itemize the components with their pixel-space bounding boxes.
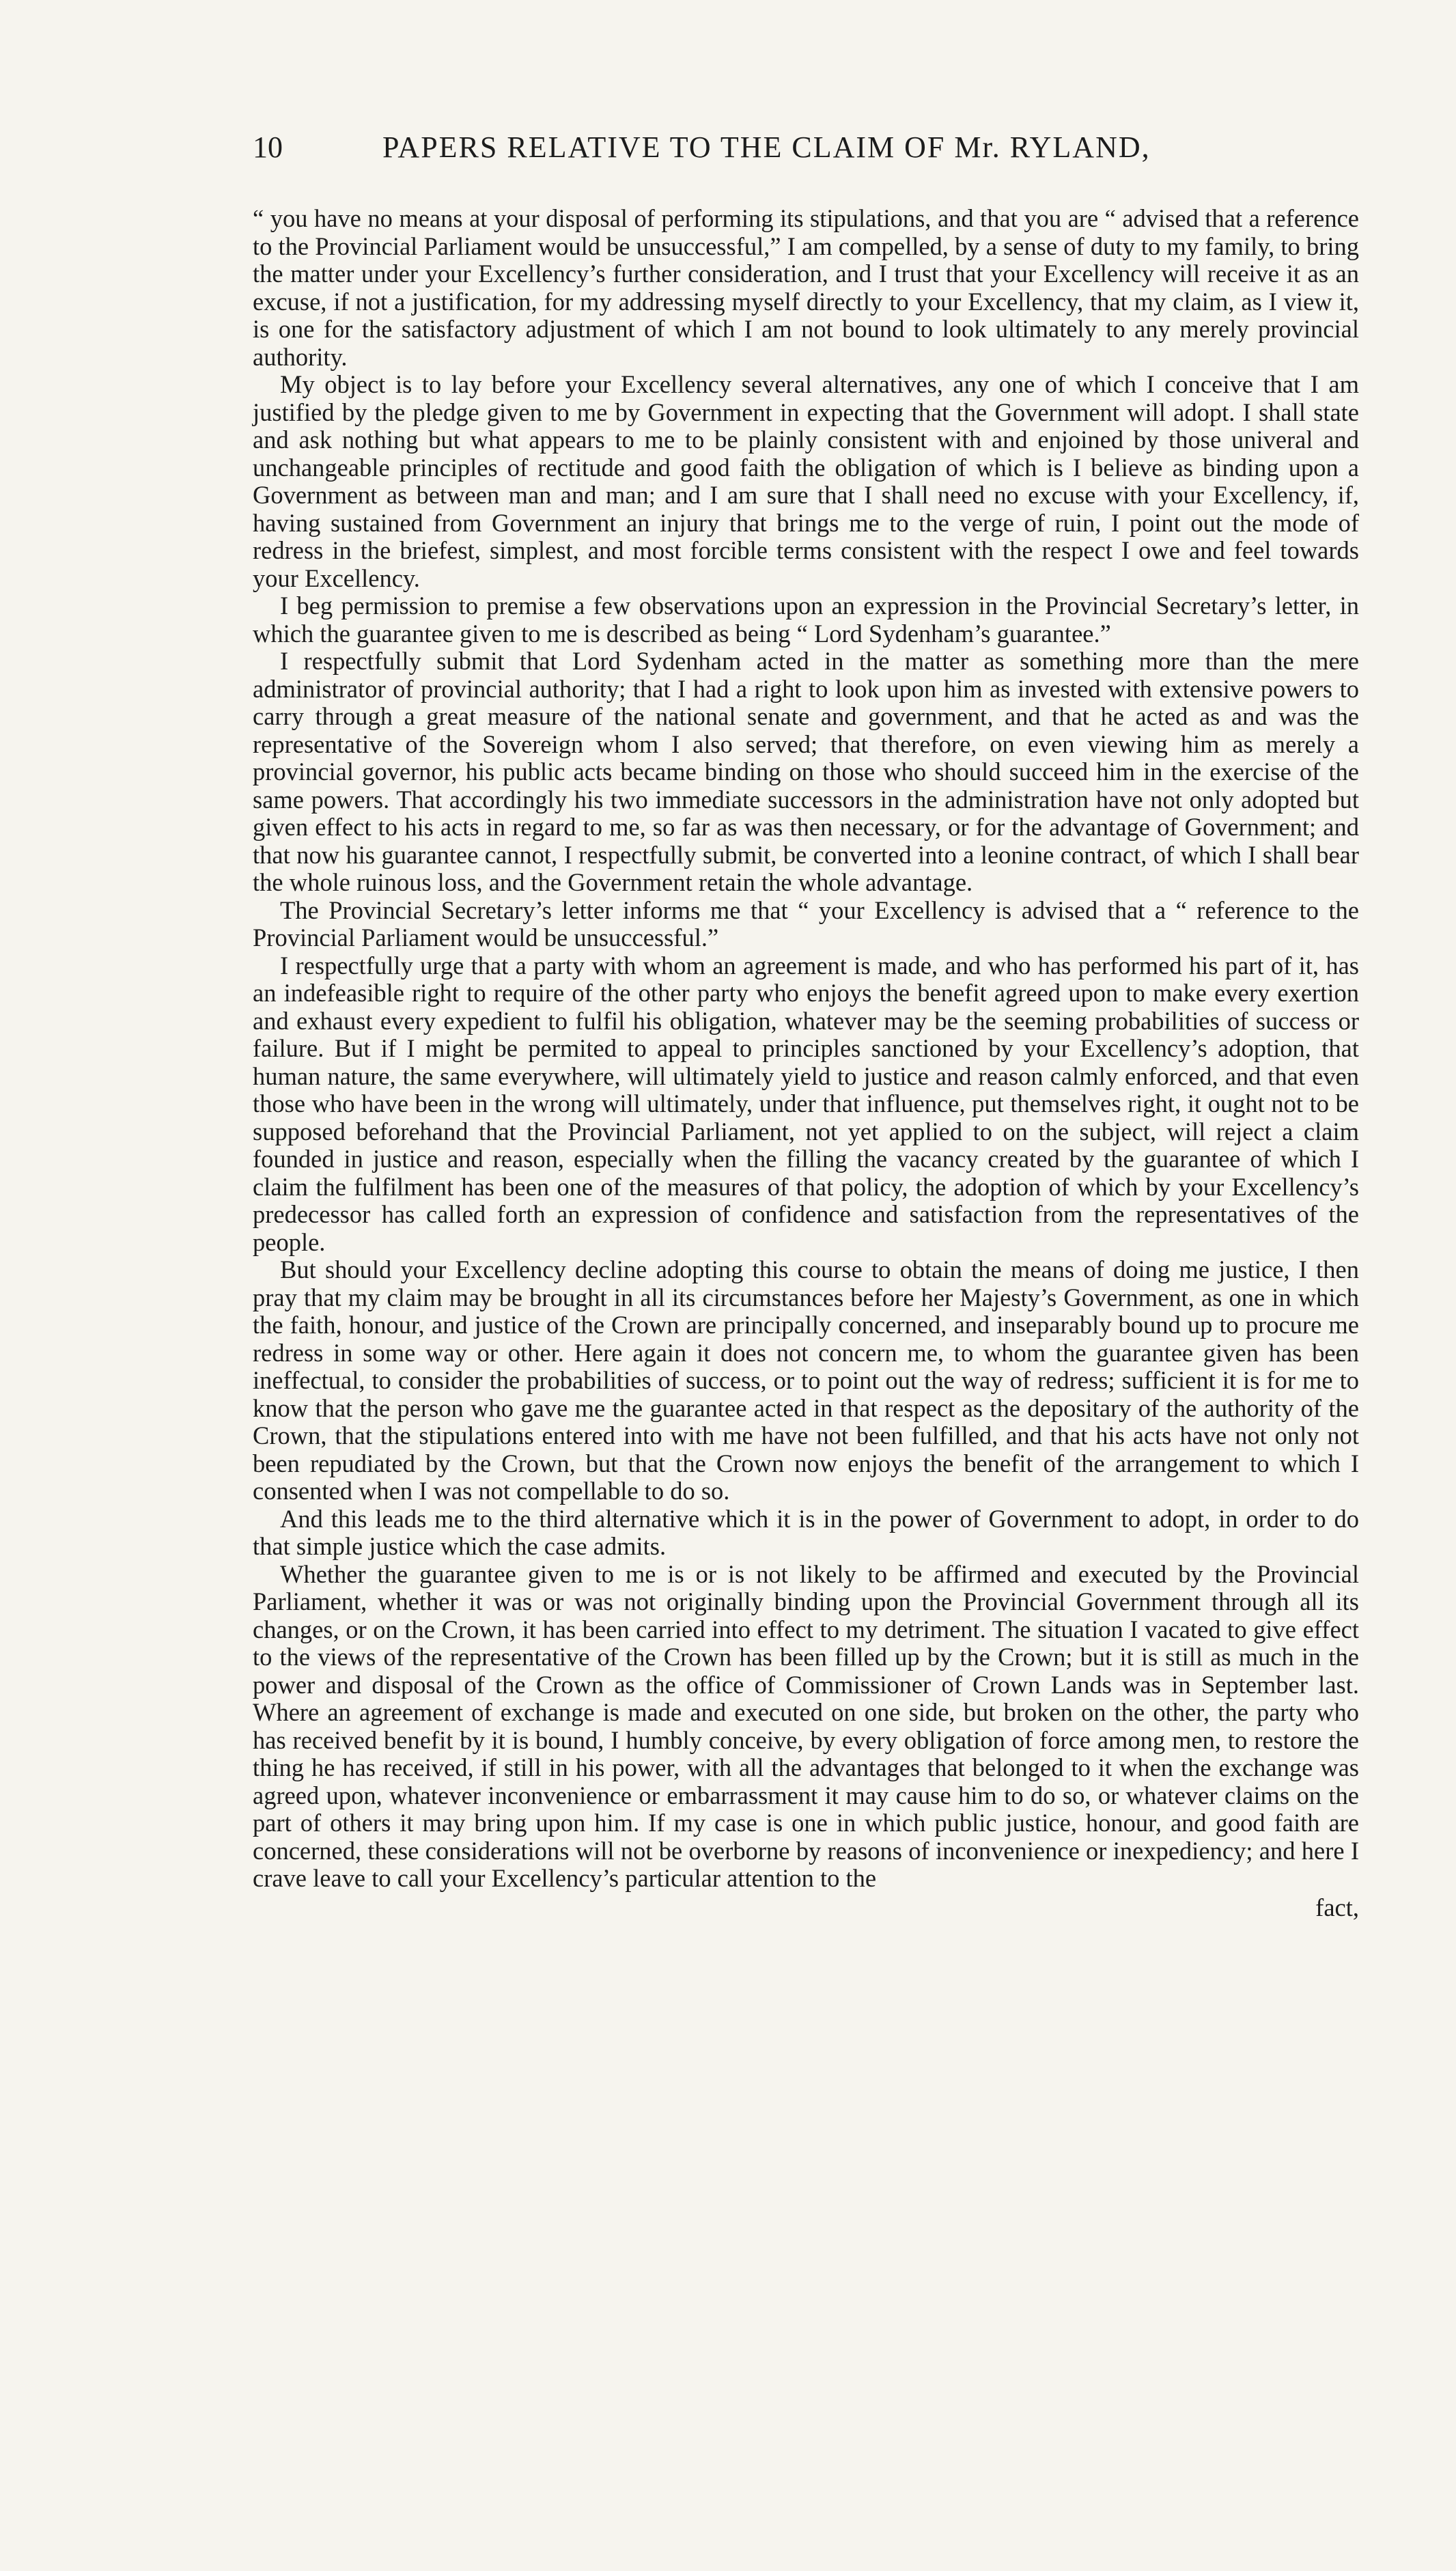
body-text xyxy=(253,205,1359,1893)
paragraph: My object is to lay before your Excellency several alternatives, any one of which I conceive that I am justified by the pledge given to me by Government in expecting that the Government will adopt. I shall state and ask nothing but what appears to me to be plainly consistent with and enjoined by those univeral and unchangeable principles of rectitude and good faith the obligation of which is I believe as binding upon a Government as between man and man; and I am sure that I shall need no excuse with your Excellency, if, having sustained from Government an injury that brings me to the verge of ruin, I point out the mode of redress in the briefest, simplest, and most forcible terms consistent with the respect I owe and feel towards your Excellency. xyxy=(253,370,1359,592)
paragraph: Whether the guarantee given to me is or is not likely to be affirmed and executed by the Provincial Parliament, whether it was or was not originally binding upon the Provincial Government through all its changes, or on the Crown, it has been carried into effect to my detriment. The situation I vacated to give effect to the views of the representative of the Crown has been filled up by the Crown; but it is still as much in the power and disposal of the Crown as the office of Commissioner of Crown Lands was in September last. Where an agreement of exchange is made and executed on one side, but broken on the other, the party who has received benefit by it is bound, I humbly conceive, by every obligation of force among men, to restore the thing he has received, if still in his power, with all the advantages that belonged to it when the exchange was agreed upon, whatever inconvenience or embarrassment it may cause him to do so, or whatever claims on the part of others it may bring upon him. If my case is one in which public justice, honour, and good faith are concerned, these considerations will not be overborne by reasons of inconvenience or inexpediency; and here I crave leave to call your Excellency’s particular attention to the xyxy=(253,1559,1359,1892)
page-number: 10 xyxy=(253,130,283,164)
paragraph: The Provincial Secretary’s letter informs me that “ your Excellency is advised that a “ reference to the Provincial Parliament would be unsuccessful.” xyxy=(253,895,1359,951)
page-header-title: PAPERS RELATIVE TO THE CLAIM OF Mr. RYLAND, xyxy=(382,130,1151,164)
paragraph: I beg permission to premise a few observations upon an expression in the Provincial Secretary’s letter, in which the guarantee given to me is described as being “ Lord Sydenham’s guarantee.” xyxy=(253,592,1359,648)
paragraph: “ you have no means at your disposal of performing its stipulations, and that you are “ advised that a reference to the Provincial Parliament would be unsuccessful,” I am compelled, by a sense of duty to my family, to bring the matter under your Excellency’s further consideration, and I trust that your Excellency will receive it as an excuse, if not a justification, for my addressing myself directly to your Excellency, that my claim, as I view it, is one for the satisfactory adjustment of which I am not bound to look ultimately to any merely provincial authority. xyxy=(253,204,1359,371)
paragraph: But should your Excellency decline adopting this course to obtain the means of doing me justice, I then pray that my claim may be brought in all its circumstances before her Majesty’s Government, as one in which the faith, honour, and justice of the Crown are principally concerned, and inseparably bound up to procure me redress in some way or other. Here again it does not concern me, to whom the guarantee given has been ineffectual, to consider the probabilities of success, or to point out the way of redress; sufficient it is for me to know that the person who gave me the guarantee acted in that respect as the depositary of the authority of the Crown, that the stipulations entered into with me have not been fulfilled, and that his acts have not only not been repudiated by the Crown, but that the Crown now enjoys the benefit of the arrangement to which I consented when I was not compellable to do so. xyxy=(253,1255,1359,1505)
paragraph: I respectfully submit that Lord Sydenham acted in the matter as something more than the mere administrator of provincial authority; that I had a right to look upon him as invested with extensive powers to carry through a great measure of the national senate and government, and that he acted as and was the representative of the Sovereign whom I also served; that therefore, on even viewing him as merely a provincial governor, his public acts became binding on those who should succeed him in the exercise of the same powers. That accordingly his two immediate successors in the administration have not only adopted but given effect to his acts in regard to me, so far as was then necessary, or for the advantage of Government; and that now his guarantee cannot, I respectfully submit, be converted into a leonine contract, of which I shall bear the whole ruinous loss, and the Government retain the whole advantage. xyxy=(253,647,1359,896)
running-head xyxy=(253,130,1367,178)
paragraph: And this leads me to the third alternative which it is in the power of Government to adopt, in order to do that simple justice which the case admits. xyxy=(253,1504,1359,1560)
catchword: fact, xyxy=(1315,1893,1359,1921)
paragraph: I respectfully urge that a party with whom an agreement is made, and who has performed his part of it, has an indefeasible right to require of the other party who enjoys the benefit agreed upon to make every exertion and exhaust every expedient to fulfil his obligation, whatever may be the seeming probabilities of success or failure. But if I might be permited to appeal to principles sanctioned by your Excellency’s adoption, that human nature, the same everywhere, will ultimately yield to justice and reason calmly enforced, and that even those who have been in the wrong will ultimately, under that influence, put themselves right, it ought not to be supposed beforehand that the Provincial Parliament, not yet applied to on the subject, will reject a claim founded in justice and reason, especially when the filling the vacancy created by the guarantee of which I claim the fulfilment has been one of the measures of that policy, the adoption of which by your Excellency’s predecessor has called forth an expression of confidence and satisfaction from the representatives of the people. xyxy=(253,951,1359,1256)
